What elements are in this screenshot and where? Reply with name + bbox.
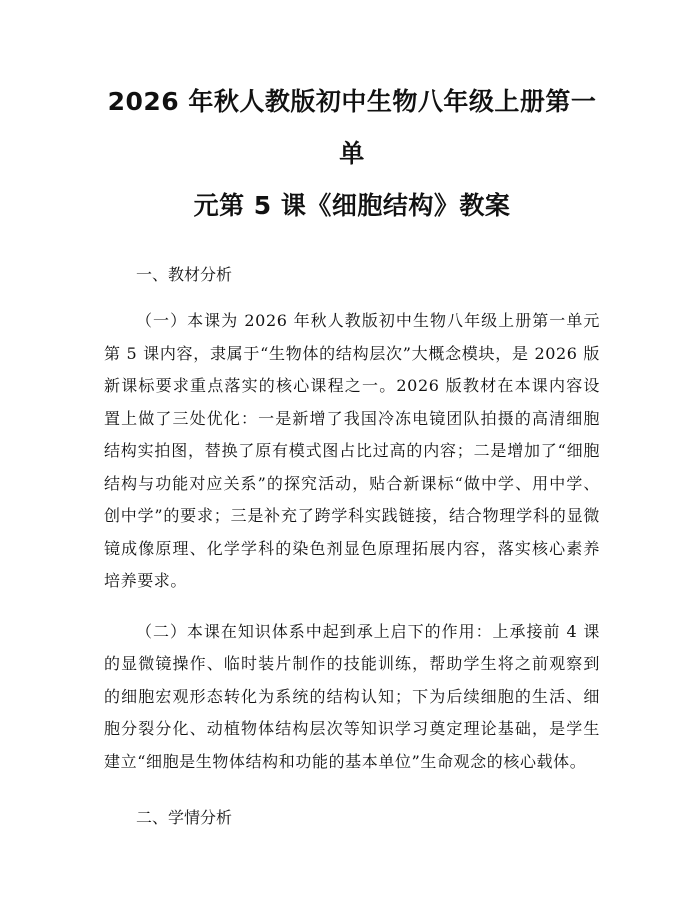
title-line-1: 2026 年秋人教版初中生物八年级上册第一单 — [107, 87, 597, 168]
paragraph-textbook-analysis-1: （一）本课为 2026 年秋人教版初中生物八年级上册第一单元第 5 课内容，隶属于“生物体的结构层次”大概念模块，是 2026 版新课标要求重点落实的核心课程之一。2026 版教材在本课内容设置上做了三处优化：一是新增了我国冷冻电镜团队拍摄的高清细胞结构实拍图，替换了原有模式图占比过高的内容；二是增加了“细胞结构与功能对应关系”的探究活动，贴合新课标“做中学、用中学、创中学”的要求；三是补充了跨学科实践链接，结合物理学科的显微镜成像原理、化学学科的染色剂显色原理拓展内容，落实核心素养培养要求。 — [104, 311, 600, 590]
document-title — [104, 76, 600, 232]
title-line-2: 元第 5 课《细胞结构》教案 — [193, 191, 511, 220]
paragraph-textbook-analysis-2: （二）本课在知识体系中起到承上启下的作用：上承接前 4 课的显微镜操作、临时装片制作的技能训练，帮助学生将之前观察到的细胞宏观形态转化为系统的结构认知；下为后续细胞的生活、细胞分裂分化、动植物体结构层次等知识学习奠定理论基础，是学生建立“细胞是生物体结构和功能的基本单位”生命观念的核心载体。 — [104, 621, 600, 771]
section-heading-student-analysis: 二、学情分析 — [136, 808, 233, 827]
section-heading-textbook-analysis: 一、教材分析 — [136, 265, 233, 284]
